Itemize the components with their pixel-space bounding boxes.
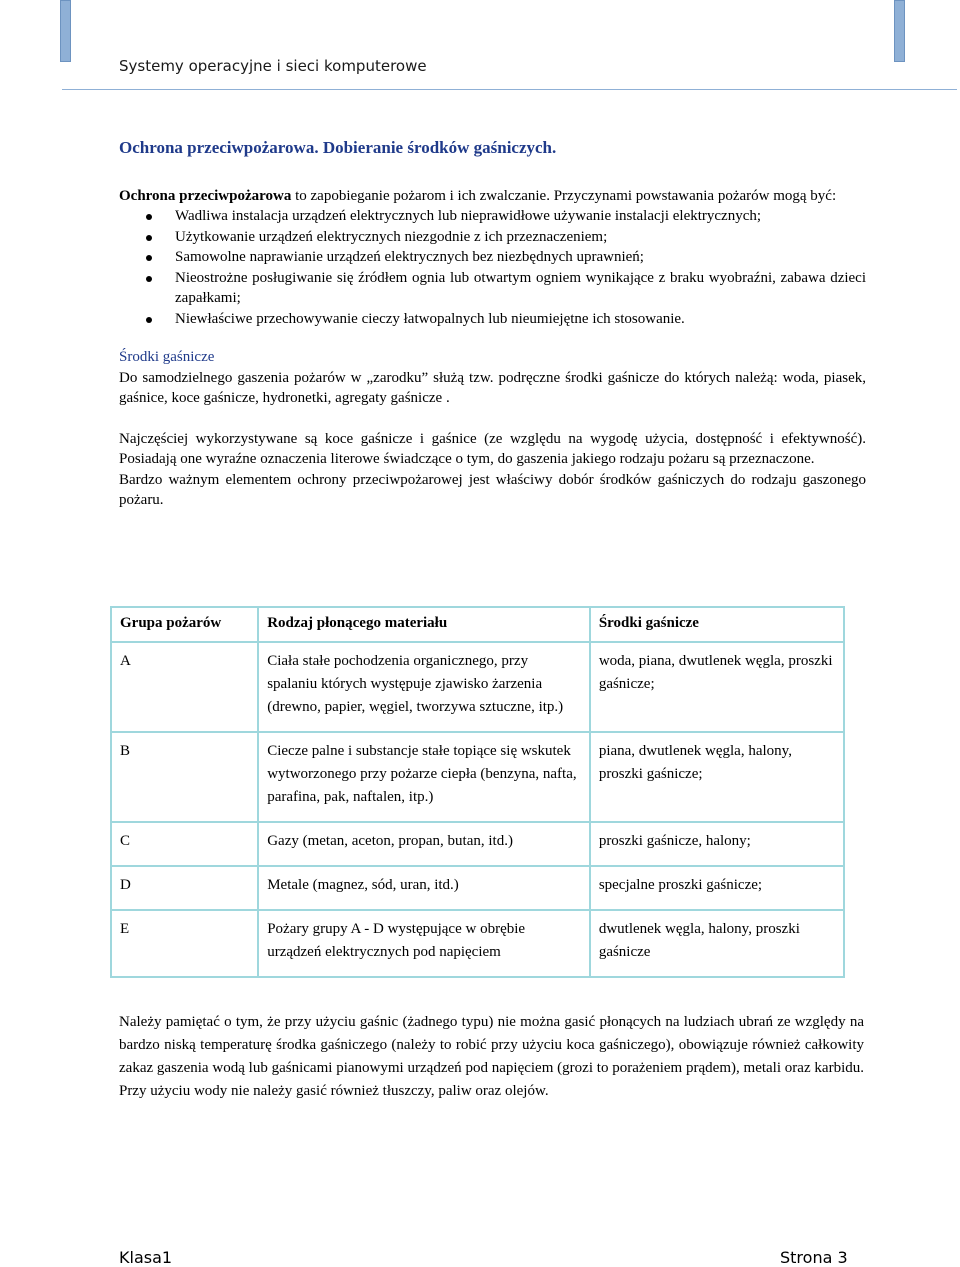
- header-divider: [62, 89, 957, 90]
- agents-paragraph: Do samodzielnego gaszenia pożarów w „zarodku” służą tzw. podręczne środki gaśnicze do których należą: woda, piasek, gaśnice, koce gaśnicze, hydronetki, agregaty gaśnicze .: [119, 369, 866, 406]
- table-header-cell: Grupa pożarów: [111, 607, 258, 642]
- closing-paragraph: Należy pamiętać o tym, że przy użyciu gaśnic (żadnego typu) nie można gasić płonących na ludziach ubrań ze względy na bardzo niską temperaturę środka gaśniczego (należy to robić przy użyciu koca gaśniczego), obowiązuje również całkowity zakaz gaszenia wodą lub gaśnicami pianowymi urządzeń pod napięciem (grozi to porażeniem prądem), metali oraz karbidu. Przy użyciu wody nie należy gasić również tłuszczy, paliw oraz olejów.: [119, 1014, 864, 1099]
- list-item: Wadliwa instalacja urządzeń elektrycznych lub nieprawidłowe używanie instalacji elektrycznych;: [119, 206, 866, 227]
- table-row: [111, 822, 844, 866]
- page-header-title: Systemy operacyjne i sieci komputerowe: [119, 57, 427, 75]
- intro-paragraph: [119, 186, 866, 207]
- list-item: Niewłaściwe przechowywanie cieczy łatwopalnych lub nieumiejętne ich stosowanie.: [119, 309, 866, 330]
- intro-term: Ochrona przeciwpożarowa: [119, 187, 292, 204]
- material-cell: Metale (magnez, sód, uran, itd.): [258, 866, 590, 910]
- agents-cell: piana, dwutlenek węgla, halony, proszki gaśnicze;: [590, 732, 844, 822]
- intro-text: to zapobieganie pożarom i ich zwalczanie. Przyczynami powstawania pożarów mogą być:: [291, 187, 837, 204]
- material-cell: Pożary grupy A - D występujące w obrębie urządzeń elektrycznych pod napięciem: [258, 910, 590, 977]
- material-cell: Ciała stałe pochodzenia organicznego, przy spalaniu których występuje zjawisko żarzenia (drewno, papier, węgiel, tworzywa sztuczne, itp.): [258, 642, 590, 732]
- table-header-cell: Rodzaj płonącego materiału: [258, 607, 590, 642]
- fire-group-cell: A: [111, 642, 258, 732]
- common-extinguishers-paragraph: Najczęściej wykorzystywane są koce gaśnicze i gaśnice (ze względu na wygodę użycia, dostępność i efektywność). Posiadają one wyraźne oznaczenia literowe świadczące o tym, do gaszenia jakiego rodzaju pożaru są przeznaczone.: [119, 430, 866, 467]
- table-row: [111, 642, 844, 732]
- fire-group-cell: D: [111, 866, 258, 910]
- table-row: [111, 732, 844, 822]
- causes-list: [119, 206, 866, 329]
- agents-cell: dwutlenek węgla, halony, proszki gaśnicze: [590, 910, 844, 977]
- header-accent-left: [60, 0, 71, 62]
- table-row: [111, 910, 844, 977]
- section-title: Ochrona przeciwpożarowa. Dobieranie środków gaśniczych.: [119, 138, 557, 157]
- important-selection-paragraph: Bardzo ważnym elementem ochrony przeciwpożarowej jest właściwy dobór środków gaśniczych do rodzaju gaszonego pożaru.: [119, 471, 866, 508]
- document-body: [119, 138, 866, 511]
- list-item: Użytkowanie urządzeń elektrycznych niezgodnie z ich przeznaczeniem;: [119, 227, 866, 248]
- fire-classes-table: [110, 606, 845, 978]
- footer-page-number: Strona 3: [780, 1248, 848, 1267]
- agents-cell: specjalne proszki gaśnicze;: [590, 866, 844, 910]
- header-accent-right: [894, 0, 905, 62]
- fire-group-cell: B: [111, 732, 258, 822]
- material-cell: Ciecze palne i substancje stałe topiące się wskutek wytworzonego przy pożarze ciepła (benzyna, nafta, parafina, pak, naftalen, itp.): [258, 732, 590, 822]
- table-row: [111, 866, 844, 910]
- fire-group-cell: E: [111, 910, 258, 977]
- footer-class-label: Klasa1: [119, 1248, 173, 1267]
- table-header-cell: Środki gaśnicze: [590, 607, 844, 642]
- list-item: Samowolne naprawianie urządzeń elektrycznych bez niezbędnych uprawnień;: [119, 247, 866, 268]
- material-cell: Gazy (metan, aceton, propan, butan, itd.): [258, 822, 590, 866]
- fire-group-cell: C: [111, 822, 258, 866]
- agents-cell: woda, piana, dwutlenek węgla, proszki gaśnicze;: [590, 642, 844, 732]
- list-item: Nieostrożne posługiwanie się źródłem ognia lub otwartym ogniem wynikające z braku wyobraźni, zabawa dzieci zapałkami;: [119, 268, 866, 309]
- agents-cell: proszki gaśnicze, halony;: [590, 822, 844, 866]
- agents-heading: Środki gaśnicze: [119, 349, 215, 365]
- table-header-row: [111, 607, 844, 642]
